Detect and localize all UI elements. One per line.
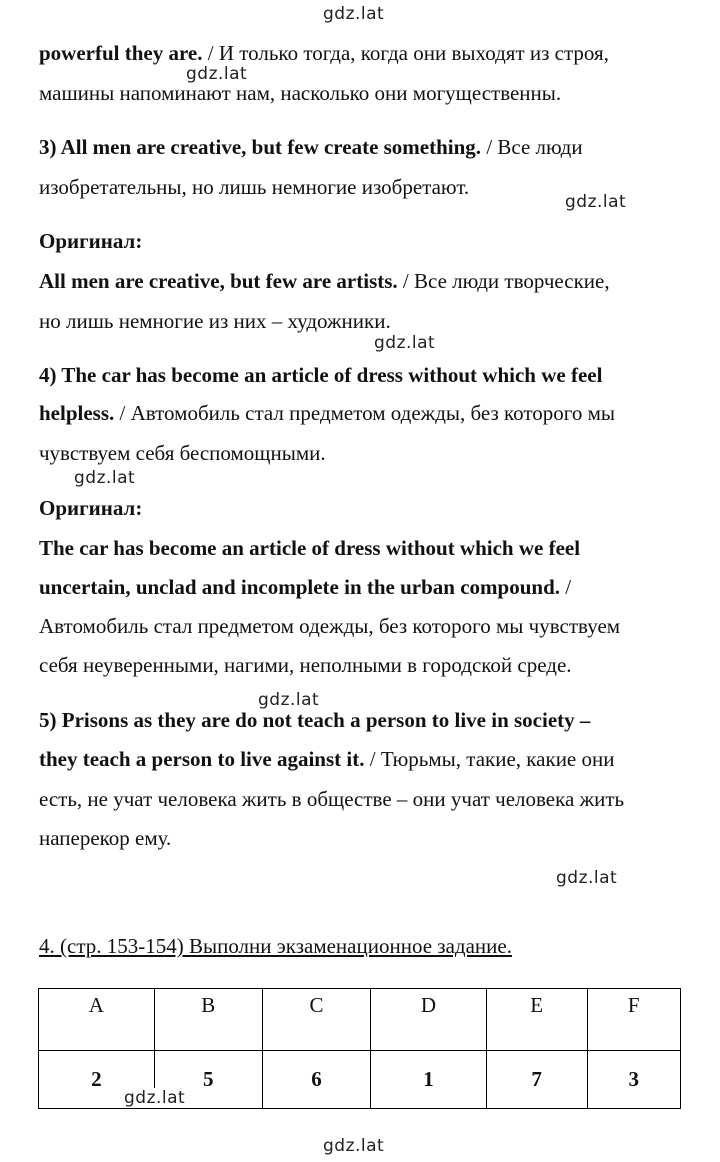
text-line: есть, не учат человека жить в обществе – они учат человека жить: [39, 787, 625, 811]
watermark: gdz.lat: [258, 690, 320, 710]
text-line: All men are creative, but few are artists. / Все люди творческие,: [39, 269, 610, 293]
text-line: наперекор ему.: [39, 826, 172, 850]
text-line: Автомобиль стал предметом одежды, без которого мы чувствуем: [39, 614, 621, 638]
text-line: машины напоминают нам, насколько они могущественны.: [39, 81, 562, 105]
task-heading: 4. (стр. 153-154) Выполни экзаменационное задание.: [39, 934, 512, 958]
text-line: 3) All men are creative, but few create something. / Все люди: [39, 135, 583, 159]
table-cell: 6: [262, 1051, 370, 1109]
text-line: изобретательны, но лишь немногие изобретают.: [39, 175, 470, 199]
watermark: gdz.lat: [565, 192, 627, 212]
text-line: powerful they are. / И только тогда, когда они выходят из строя,: [39, 41, 609, 65]
watermark: gdz.lat: [323, 1136, 385, 1156]
text-line: they teach a person to live against it. / Тюрьмы, такие, какие они: [39, 747, 615, 771]
watermark: gdz.lat: [124, 1088, 186, 1108]
table-cell: 3: [587, 1051, 681, 1109]
text-line: но лишь немногие из них – художники.: [39, 309, 391, 333]
text-line: Оригинал:: [39, 496, 143, 520]
text-line: чувствуем себя беспомощными.: [39, 441, 326, 465]
table-cell: A: [39, 989, 155, 1051]
table-cell: E: [486, 989, 587, 1051]
watermark: gdz.lat: [556, 868, 618, 888]
text-line: uncertain, unclad and incomplete in the urban compound. /: [39, 575, 572, 599]
table-cell: 1: [371, 1051, 487, 1109]
table-cell: F: [587, 989, 681, 1051]
text-line: The car has become an article of dress without which we feel: [39, 536, 581, 560]
text-line: себя неуверенными, нагими, неполными в городской среде.: [39, 653, 572, 677]
table-cell: 2: [39, 1051, 155, 1109]
table-cell: 7: [486, 1051, 587, 1109]
text-line: 5) Prisons as they are do not teach a person to live in society –: [39, 708, 591, 732]
table-cell: B: [154, 989, 262, 1051]
watermark: gdz.lat: [374, 333, 436, 353]
watermark: gdz.lat: [74, 468, 136, 488]
watermark: gdz.lat: [186, 64, 248, 84]
text-line: Оригинал:: [39, 229, 143, 253]
table-cell: 5: [154, 1051, 262, 1109]
text-line: 4) The car has become an article of dress without which we feel: [39, 363, 603, 387]
watermark: gdz.lat: [323, 4, 385, 24]
text-line: helpless. / Автомобиль стал предметом одежды, без которого мы: [39, 401, 616, 425]
table-row: [39, 989, 681, 1051]
table-cell: C: [262, 989, 370, 1051]
table-cell: D: [371, 989, 487, 1051]
